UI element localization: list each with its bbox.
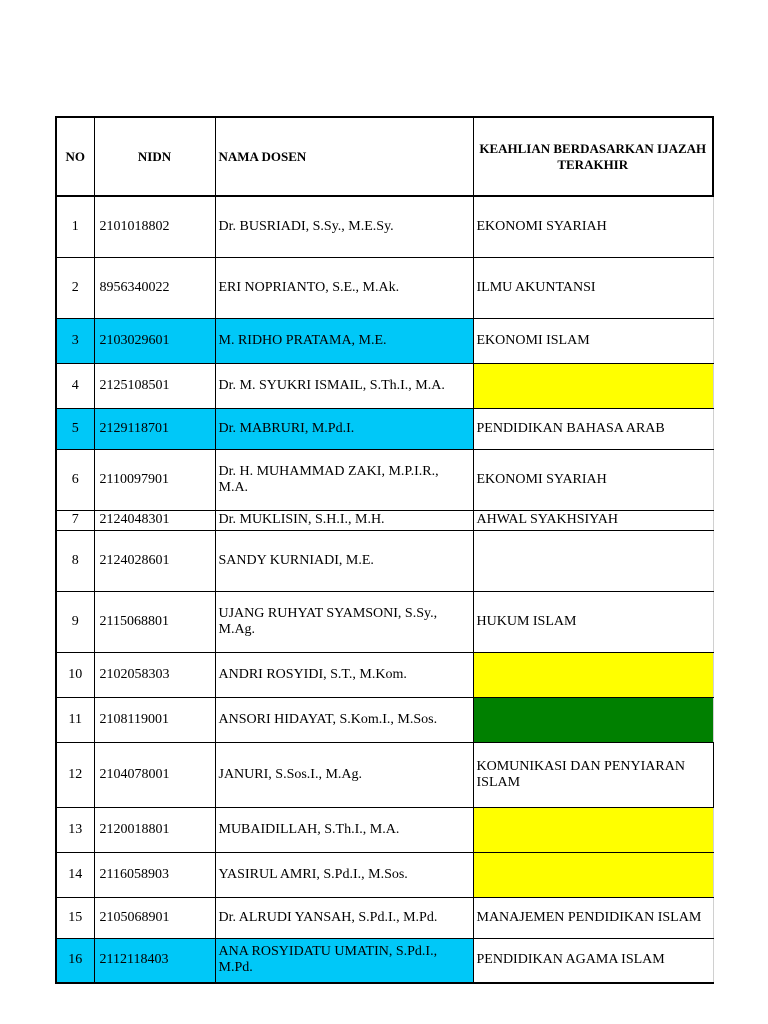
header-nama-dosen: NAMA DOSEN <box>215 117 473 196</box>
table-row <box>56 318 713 363</box>
header-keahlian: KEAHLIAN BERDASARKAN IJAZAH TERAKHIR <box>473 117 713 196</box>
table-row <box>56 408 713 449</box>
table-row <box>56 257 713 318</box>
cell-no: 2 <box>56 257 94 318</box>
cell-nama: Dr. M. SYUKRI ISMAIL, S.Th.I., M.A. <box>215 363 473 408</box>
cell-keahlian <box>473 697 713 742</box>
cell-nama: YASIRUL AMRI, S.Pd.I., M.Sos. <box>215 852 473 897</box>
table-row <box>56 807 713 852</box>
table-body <box>56 196 713 983</box>
cell-nidn: 2120018801 <box>94 807 215 852</box>
cell-nidn: 2102058303 <box>94 652 215 697</box>
table-row <box>56 697 713 742</box>
cell-no: 10 <box>56 652 94 697</box>
cell-keahlian: EKONOMI ISLAM <box>473 318 713 363</box>
cell-keahlian <box>473 530 713 591</box>
cell-no: 13 <box>56 807 94 852</box>
table-row <box>56 852 713 897</box>
cell-nidn: 2129118701 <box>94 408 215 449</box>
cell-nama: Dr. ALRUDI YANSAH, S.Pd.I., M.Pd. <box>215 897 473 938</box>
cell-keahlian: EKONOMI SYARIAH <box>473 196 713 257</box>
cell-nidn: 2110097901 <box>94 449 215 510</box>
cell-nama: SANDY KURNIADI, M.E. <box>215 530 473 591</box>
cell-nidn: 2124048301 <box>94 510 215 530</box>
table-row <box>56 530 713 591</box>
cell-nidn: 8956340022 <box>94 257 215 318</box>
cell-keahlian <box>473 652 713 697</box>
cell-nama: ANDRI ROSYIDI, S.T., M.Kom. <box>215 652 473 697</box>
cell-no: 4 <box>56 363 94 408</box>
table-row <box>56 742 713 807</box>
cell-nama: M. RIDHO PRATAMA, M.E. <box>215 318 473 363</box>
cell-no: 5 <box>56 408 94 449</box>
cell-keahlian: MANAJEMEN PENDIDIKAN ISLAM <box>473 897 713 938</box>
cell-nama: Dr. MABRURI, M.Pd.I. <box>215 408 473 449</box>
table-row <box>56 938 713 983</box>
cell-nidn: 2103029601 <box>94 318 215 363</box>
cell-nama: Dr. BUSRIADI, S.Sy., M.E.Sy. <box>215 196 473 257</box>
cell-nama: Dr. MUKLISIN, S.H.I., M.H. <box>215 510 473 530</box>
cell-nidn: 2125108501 <box>94 363 215 408</box>
table-row <box>56 510 713 530</box>
cell-no: 8 <box>56 530 94 591</box>
cell-no: 6 <box>56 449 94 510</box>
cell-no: 16 <box>56 938 94 983</box>
cell-keahlian: AHWAL SYAKHSIYAH <box>473 510 713 530</box>
cell-keahlian: EKONOMI SYARIAH <box>473 449 713 510</box>
cell-nidn: 2105068901 <box>94 897 215 938</box>
cell-nidn: 2108119001 <box>94 697 215 742</box>
cell-keahlian <box>473 363 713 408</box>
cell-nidn: 2101018802 <box>94 196 215 257</box>
cell-nidn: 2124028601 <box>94 530 215 591</box>
table-row <box>56 591 713 652</box>
header-row <box>56 117 713 196</box>
cell-keahlian <box>473 852 713 897</box>
cell-nama: Dr. H. MUHAMMAD ZAKI, M.P.I.R., M.A. <box>215 449 473 510</box>
table-row <box>56 196 713 257</box>
cell-no: 7 <box>56 510 94 530</box>
cell-no: 9 <box>56 591 94 652</box>
cell-nama: JANURI, S.Sos.I., M.Ag. <box>215 742 473 807</box>
table-row <box>56 363 713 408</box>
cell-keahlian: PENDIDIKAN BAHASA ARAB <box>473 408 713 449</box>
cell-keahlian: ILMU AKUNTANSI <box>473 257 713 318</box>
cell-keahlian: HUKUM ISLAM <box>473 591 713 652</box>
cell-nama: ERI NOPRIANTO, S.E., M.Ak. <box>215 257 473 318</box>
cell-no: 11 <box>56 697 94 742</box>
cell-nama: ANSORI HIDAYAT, S.Kom.I., M.Sos. <box>215 697 473 742</box>
cell-nidn: 2115068801 <box>94 591 215 652</box>
cell-nama: UJANG RUHYAT SYAMSONI, S.Sy., M.Ag. <box>215 591 473 652</box>
cell-keahlian: PENDIDIKAN AGAMA ISLAM <box>473 938 713 983</box>
cell-no: 12 <box>56 742 94 807</box>
cell-nidn: 2104078001 <box>94 742 215 807</box>
cell-keahlian <box>473 807 713 852</box>
cell-nama: ANA ROSYIDATU UMATIN, S.Pd.I., M.Pd. <box>215 938 473 983</box>
cell-no: 14 <box>56 852 94 897</box>
table-row <box>56 449 713 510</box>
table-row <box>56 897 713 938</box>
cell-nama: MUBAIDILLAH, S.Th.I., M.A. <box>215 807 473 852</box>
header-nidn: NIDN <box>94 117 215 196</box>
header-no: NO <box>56 117 94 196</box>
cell-no: 15 <box>56 897 94 938</box>
cell-nidn: 2116058903 <box>94 852 215 897</box>
lecturer-table <box>55 116 714 984</box>
cell-keahlian: KOMUNIKASI DAN PENYIARAN ISLAM <box>473 742 713 807</box>
cell-nidn: 2112118403 <box>94 938 215 983</box>
table-row <box>56 652 713 697</box>
cell-no: 1 <box>56 196 94 257</box>
cell-no: 3 <box>56 318 94 363</box>
